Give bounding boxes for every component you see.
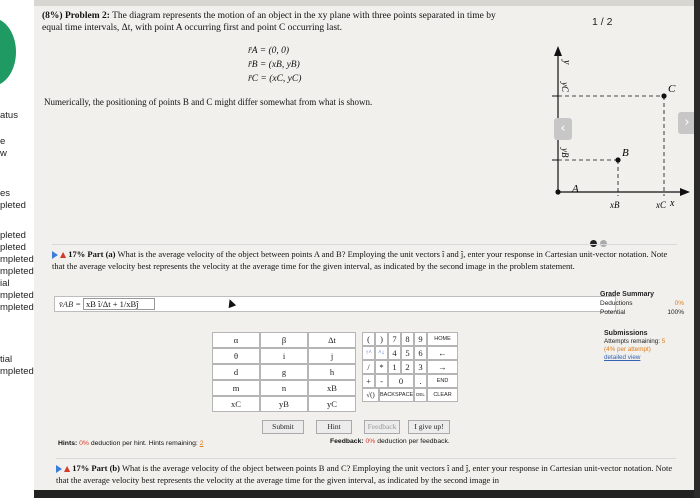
grade-summary-title: Grade Summary — [600, 291, 655, 298]
equation-c: r̄C = (xC, yC) — [248, 74, 302, 84]
key-plus[interactable]: + — [362, 374, 375, 388]
part-a-expand-icon[interactable] — [52, 251, 58, 259]
yb-label: yB — [560, 148, 570, 158]
sidebar-item-10[interactable]: mpleted — [0, 290, 34, 301]
key-h[interactable]: h — [308, 364, 356, 380]
submissions-panel — [604, 330, 690, 362]
key-5[interactable]: 5 — [401, 346, 414, 360]
key-0[interactable]: 0 — [388, 374, 414, 388]
problem-description: The diagram represents the motion of an object in the xy plane with three points separated in time by equal time intervals, Δt, with point A occurring first and point C occurring last. — [42, 11, 496, 33]
part-b-expand-icon[interactable] — [56, 465, 62, 473]
position-equations — [248, 44, 301, 86]
point-c — [661, 93, 666, 98]
key-yb[interactable]: yB — [260, 396, 308, 412]
key-7[interactable]: 7 — [388, 332, 401, 346]
grade-summary — [600, 290, 690, 317]
key-theta[interactable]: θ — [212, 348, 260, 364]
problem-note: Numerically, the positioning of points B and C might differ somewhat from what is shown. — [44, 97, 373, 107]
hints-line — [58, 440, 203, 447]
xc-label: xC — [656, 200, 666, 210]
key-4[interactable]: 4 — [388, 346, 401, 360]
key-open-paren[interactable]: ( — [362, 332, 375, 346]
sidebar-arc-decoration — [0, 18, 16, 86]
give-up-button[interactable]: I give up! — [408, 420, 450, 434]
sidebar-item-9[interactable]: ial — [0, 278, 10, 289]
equation-a: r̄A = (0, 0) — [248, 46, 290, 56]
sidebar-item-6[interactable]: pleted — [0, 242, 26, 253]
key-1[interactable]: 1 — [388, 360, 401, 374]
feedback-button[interactable]: Feedback — [364, 420, 400, 434]
previous-image-arrow-icon[interactable]: ‹ — [554, 118, 572, 140]
part-a-question — [52, 244, 677, 271]
key-2[interactable]: 2 — [401, 360, 414, 374]
equation-b: r̄B = (xB, yB) — [248, 60, 300, 70]
problem-title: (8%) Problem 2: — [42, 11, 110, 21]
motion-diagram — [504, 34, 694, 214]
hint-button[interactable]: Hint — [316, 420, 352, 434]
key-superscript-down[interactable]: ^↓ — [375, 346, 388, 360]
submit-button[interactable]: Submit — [262, 420, 304, 434]
part-b-question — [56, 458, 676, 485]
part-a-percent: 17% Part (a) — [68, 249, 116, 259]
deductions-label: Deductions — [600, 300, 633, 307]
key-i[interactable]: i — [260, 348, 308, 364]
key-superscript-up[interactable]: ↑^ — [362, 346, 375, 360]
feedback-percent: 0% — [365, 438, 376, 445]
key-m[interactable]: m — [212, 380, 260, 396]
key-multiply[interactable]: * — [375, 360, 388, 374]
problem-screen — [34, 0, 694, 498]
per-attempt-text: (4% per attempt) — [604, 346, 651, 353]
top-strip — [34, 0, 694, 6]
part-b-percent: 17% Part (b) — [72, 463, 120, 473]
key-backspace[interactable]: BACKSPACE — [379, 388, 414, 402]
hints-label: Hints: — [58, 440, 78, 447]
part-b-warning-icon: ▲ — [64, 464, 71, 473]
feedback-line — [330, 438, 450, 445]
part-b-text: What is the average velocity of the object between points B and C? Employing the unit vectors î and ĵ, enter your response in Cartesian unit-vector notation. Note that the average velocity best represents the velocity at the average time for the given interval, as indicated by the second image in — [56, 463, 673, 485]
submissions-title: Submissions — [604, 330, 648, 337]
sidebar-item-5[interactable]: pleted — [0, 230, 26, 241]
key-g[interactable]: g — [260, 364, 308, 380]
key-3[interactable]: 3 — [414, 360, 427, 374]
potential-value: 100% — [667, 309, 684, 316]
motion-diagram-svg — [504, 34, 694, 214]
answer-label: v̄AB = — [59, 299, 82, 309]
key-divide[interactable]: / — [362, 360, 375, 374]
deductions-value: 0% — [674, 300, 684, 307]
attempts-row — [604, 338, 690, 346]
key-xb[interactable]: xB — [308, 380, 356, 396]
part-a-text: What is the average velocity of the object between points A and B? Employing the unit vectors î and ĵ, enter your response in Cartesian unit-vector notation. Note that the average velocity best represents the velocity at the average time for the given interval, as indicated by the second image in the problem statement. — [52, 249, 668, 271]
sidebar-item-11[interactable]: mpleted — [0, 302, 34, 313]
label-c: C — [668, 83, 676, 95]
sidebar-item-12[interactable]: tial — [0, 354, 13, 365]
label-a: A — [572, 183, 579, 195]
y-axis-arrow — [554, 46, 562, 56]
key-8[interactable]: 8 — [401, 332, 414, 346]
key-beta[interactable]: β — [260, 332, 308, 348]
potential-row — [600, 308, 690, 317]
potential-label: Potential — [600, 309, 626, 316]
key-xc[interactable]: xC — [212, 396, 260, 412]
key-left-arrow[interactable]: ← — [427, 346, 458, 360]
key-yc[interactable]: yC — [308, 396, 356, 412]
key-alpha[interactable]: α — [212, 332, 260, 348]
key-9[interactable]: 9 — [414, 332, 427, 346]
key-n[interactable]: n — [260, 380, 308, 396]
detailed-view-link[interactable]: detailed view — [604, 354, 641, 361]
x-axis-arrow — [680, 188, 690, 196]
key-minus[interactable]: - — [375, 374, 388, 388]
key-clear[interactable]: CLEAR — [427, 388, 458, 402]
hints-remaining: 2 — [199, 440, 204, 447]
sidebar-item-13[interactable]: mpleted — [0, 366, 34, 377]
part-a-warning-icon: ▲ — [60, 250, 67, 259]
answer-box — [54, 296, 616, 312]
y-axis-label: y — [561, 60, 572, 65]
next-image-arrow-icon[interactable]: › — [678, 112, 694, 134]
point-b — [615, 157, 620, 162]
answer-input[interactable] — [83, 298, 155, 310]
sidebar-item-3[interactable]: es — [0, 188, 11, 199]
x-axis-label: x — [670, 198, 675, 209]
key-j[interactable]: j — [308, 348, 356, 364]
attempts-value: 5 — [661, 338, 666, 345]
key-home[interactable]: HOME — [427, 332, 458, 346]
key-end[interactable]: END — [427, 374, 458, 388]
label-b: B — [622, 147, 629, 159]
point-a — [555, 189, 560, 194]
attempts-text: Attempts remaining: — [604, 338, 660, 345]
bottom-strip — [34, 490, 694, 498]
hints-text: deduction per hint. Hints remaining: — [90, 440, 198, 447]
sidebar-item-8[interactable]: mpleted — [0, 266, 34, 277]
page-indicator: 1 / 2 — [592, 16, 613, 28]
key-6[interactable]: 6 — [414, 346, 427, 360]
key-sqrt[interactable]: √() — [362, 388, 379, 402]
key-right-arrow[interactable]: → — [427, 360, 458, 374]
xb-label: xB — [610, 200, 620, 210]
sidebar-item-7[interactable]: mpleted — [0, 254, 34, 265]
sidebar-item-1[interactable]: e — [0, 136, 6, 147]
hints-percent: 0% — [79, 440, 89, 447]
sidebar-item-0[interactable]: atus — [0, 110, 18, 121]
feedback-label: Feedback: — [330, 438, 364, 445]
problem-header — [42, 10, 512, 34]
sidebar-item-2[interactable]: w — [0, 148, 7, 159]
key-del[interactable]: DEL — [414, 388, 427, 402]
key-decimal[interactable]: . — [414, 374, 427, 388]
sidebar-item-4[interactable]: pleted — [0, 200, 26, 211]
deductions-row — [600, 299, 690, 308]
key-d[interactable]: d — [212, 364, 260, 380]
yc-label: yC — [560, 82, 570, 92]
mouse-cursor-icon — [226, 298, 236, 308]
key-delta-t[interactable]: Δt — [308, 332, 356, 348]
key-close-paren[interactable]: ) — [375, 332, 388, 346]
feedback-text: deduction per feedback. — [377, 438, 450, 445]
